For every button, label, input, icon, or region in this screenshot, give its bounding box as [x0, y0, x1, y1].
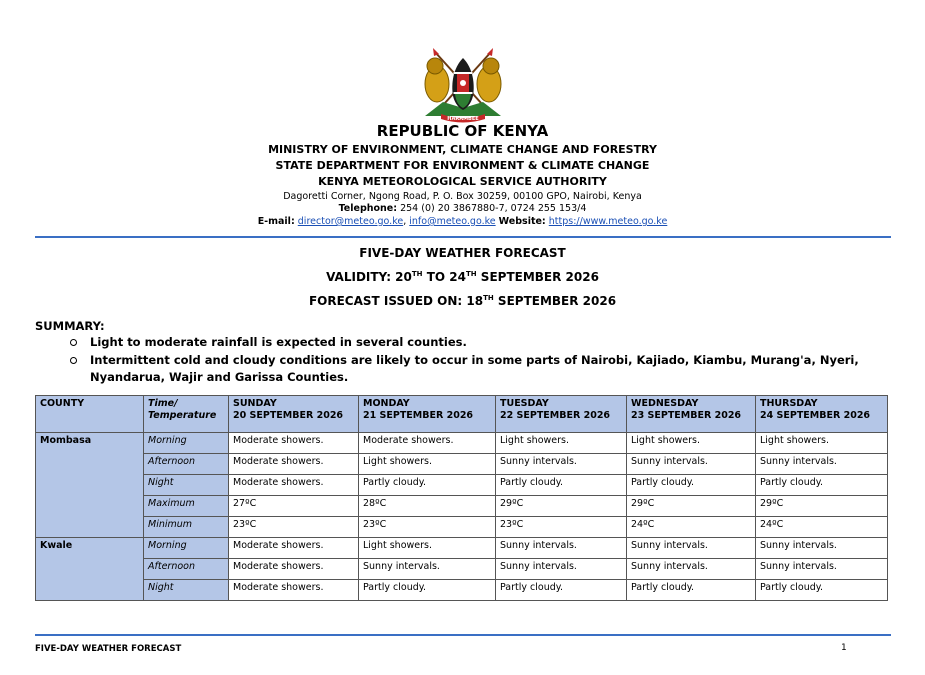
forecast-cell: 27ºC: [229, 496, 359, 517]
telephone-value: 254 (0) 20 3867880-7, 0724 255 153/4: [400, 203, 587, 214]
forecast-cell: 29ºC: [496, 496, 627, 517]
validity-sup-1: TH: [411, 270, 423, 278]
table-row: [36, 559, 888, 580]
forecast-cell: Light showers.: [496, 433, 627, 454]
footer-title: FIVE-DAY WEATHER FORECAST: [35, 644, 182, 654]
summary-item-text: Light to moderate rainfall is expected in several counties.: [90, 335, 467, 349]
day-date: 20 SEPTEMBER 2026: [233, 410, 344, 421]
forecast-cell: Sunny intervals.: [496, 538, 627, 559]
table-row: [36, 454, 888, 475]
authority-line: KENYA METEOROLOGICAL SERVICE AUTHORITY: [318, 175, 607, 188]
forecast-cell: 29ºC: [627, 496, 756, 517]
forecast-cell: Partly cloudy.: [627, 475, 756, 496]
forecast-cell: Sunny intervals.: [496, 559, 627, 580]
day-column-header: [756, 396, 888, 433]
issued-prefix: FORECAST ISSUED ON: 18: [308, 294, 484, 308]
issued-line: [0, 294, 925, 308]
day-date: 23 SEPTEMBER 2026: [631, 410, 742, 421]
forecast-cell: 24ºC: [627, 517, 756, 538]
address-line: Dagoretti Corner, Ngong Road, P. O. Box 30259, 00100 GPO, Nairobi, Kenya: [283, 191, 642, 202]
coat-of-arms-icon: [413, 44, 513, 124]
forecast-cell: Sunny intervals.: [756, 559, 888, 580]
day-column-header: [627, 396, 756, 433]
forecast-cell: Partly cloudy.: [359, 580, 496, 601]
county-name-cell: Kwale: [36, 538, 144, 559]
forecast-cell: Moderate showers.: [359, 433, 496, 454]
table-row: [36, 538, 888, 559]
forecast-cell: Sunny intervals.: [627, 559, 756, 580]
footer-divider: [35, 634, 891, 636]
county-blank-cell: [36, 580, 144, 601]
time-label-cell: Morning: [144, 538, 229, 559]
forecast-cell: Sunny intervals.: [627, 538, 756, 559]
forecast-cell: Moderate showers.: [229, 538, 359, 559]
bullet-circle-icon: [70, 339, 77, 346]
header-divider: [35, 236, 891, 238]
day-column-header: [496, 396, 627, 433]
issued-sup: TH: [483, 294, 494, 302]
forecast-cell: Partly cloudy.: [756, 580, 888, 601]
table-row: [36, 433, 888, 454]
time-label-cell: Minimum: [144, 517, 229, 538]
county-blank-cell: [36, 475, 144, 496]
time-column-header: [144, 396, 229, 433]
telephone-line: [0, 203, 925, 214]
time-label-cell: Maximum: [144, 496, 229, 517]
forecast-cell: 23ºC: [229, 517, 359, 538]
forecast-title: FIVE-DAY WEATHER FORECAST: [359, 246, 566, 260]
summary-heading: SUMMARY:: [35, 319, 105, 333]
table-row: [36, 496, 888, 517]
summary-item: [70, 352, 890, 386]
time-label-cell: Night: [144, 475, 229, 496]
forecast-cell: Partly cloudy.: [756, 475, 888, 496]
forecast-cell: Partly cloudy.: [496, 580, 627, 601]
validity-suffix: SEPTEMBER 2026: [476, 270, 599, 284]
director-email-link[interactable]: director@meteo.go.ke: [297, 216, 404, 227]
email-label: E-mail:: [257, 216, 295, 227]
forecast-cell: Moderate showers.: [229, 433, 359, 454]
forecast-cell: 28ºC: [359, 496, 496, 517]
summary-item-text: Intermittent cold and cloudy conditions are likely to occur in some parts of Nairobi, Kajiado, Kiambu, Murang'a, Nyeri, Nyandarua, Wajir and Garissa Counties.: [90, 353, 859, 384]
forecast-cell: 23ºC: [359, 517, 496, 538]
time-label-cell: Afternoon: [144, 559, 229, 580]
forecast-cell: Light showers.: [756, 433, 888, 454]
validity-line: [0, 270, 925, 284]
day-name: WEDNESDAY: [631, 398, 699, 409]
county-blank-cell: [36, 496, 144, 517]
republic-title: REPUBLIC OF KENYA: [376, 122, 549, 140]
county-blank-cell: [36, 559, 144, 580]
time-label-cell: Night: [144, 580, 229, 601]
contact-line: [0, 216, 925, 227]
issued-suffix: SEPTEMBER 2026: [493, 294, 617, 308]
forecast-cell: 29ºC: [756, 496, 888, 517]
county-blank-cell: [36, 454, 144, 475]
bullet-circle-icon: [70, 357, 77, 364]
page-number: 1: [841, 643, 847, 653]
forecast-cell: Sunny intervals.: [496, 454, 627, 475]
time-label-cell: Afternoon: [144, 454, 229, 475]
telephone-label: Telephone:: [338, 203, 398, 214]
forecast-table: [35, 395, 888, 601]
info-email-link[interactable]: info@meteo.go.ke: [409, 216, 496, 227]
table-row: [36, 517, 888, 538]
day-column-header: [359, 396, 496, 433]
department-line: STATE DEPARTMENT FOR ENVIRONMENT & CLIMATE CHANGE: [275, 159, 650, 172]
table-row: [36, 580, 888, 601]
day-date: 24 SEPTEMBER 2026: [760, 410, 871, 421]
day-date: 21 SEPTEMBER 2026: [363, 410, 474, 421]
validity-sup-2: TH: [465, 270, 477, 278]
ministry-line: MINISTRY OF ENVIRONMENT, CLIMATE CHANGE AND FORESTRY: [268, 143, 657, 156]
forecast-cell: Light showers.: [359, 538, 496, 559]
forecast-cell: Partly cloudy.: [627, 580, 756, 601]
validity-prefix: VALIDITY: 20: [326, 270, 412, 284]
forecast-cell: Sunny intervals.: [359, 559, 496, 580]
website-link[interactable]: https://www.meteo.go.ke: [548, 216, 668, 227]
forecast-cell: Light showers.: [627, 433, 756, 454]
summary-item: [70, 334, 890, 351]
forecast-cell: Moderate showers.: [229, 580, 359, 601]
day-date: 22 SEPTEMBER 2026: [500, 410, 611, 421]
forecast-cell: Partly cloudy.: [496, 475, 627, 496]
county-name-cell: Mombasa: [36, 433, 144, 454]
summary-list: [70, 334, 890, 387]
county-column-header: COUNTY: [36, 396, 144, 433]
table-row: [36, 475, 888, 496]
day-name: MONDAY: [363, 398, 410, 409]
forecast-cell: Moderate showers.: [229, 475, 359, 496]
forecast-cell: Sunny intervals.: [756, 454, 888, 475]
website-label: Website:: [498, 216, 546, 227]
motto-text: HARAMBEE: [447, 116, 479, 122]
forecast-cell: Sunny intervals.: [627, 454, 756, 475]
day-column-header: [229, 396, 359, 433]
forecast-cell: Moderate showers.: [229, 454, 359, 475]
forecast-cell: 23ºC: [496, 517, 627, 538]
day-name: SUNDAY: [233, 398, 277, 409]
day-name: TUESDAY: [500, 398, 549, 409]
forecast-cell: 24ºC: [756, 517, 888, 538]
forecast-cell: Moderate showers.: [229, 559, 359, 580]
forecast-cell: Partly cloudy.: [359, 475, 496, 496]
time-label-cell: Morning: [144, 433, 229, 454]
forecast-cell: Sunny intervals.: [756, 538, 888, 559]
email-separator: ,: [403, 216, 407, 227]
forecast-cell: Light showers.: [359, 454, 496, 475]
time-header-line-1: Time/: [148, 398, 178, 409]
day-name: THURSDAY: [760, 398, 818, 409]
validity-mid: TO 24: [422, 270, 466, 284]
table-header-row: [36, 396, 888, 433]
time-header-line-2: Temperature: [148, 410, 217, 421]
county-blank-cell: [36, 517, 144, 538]
